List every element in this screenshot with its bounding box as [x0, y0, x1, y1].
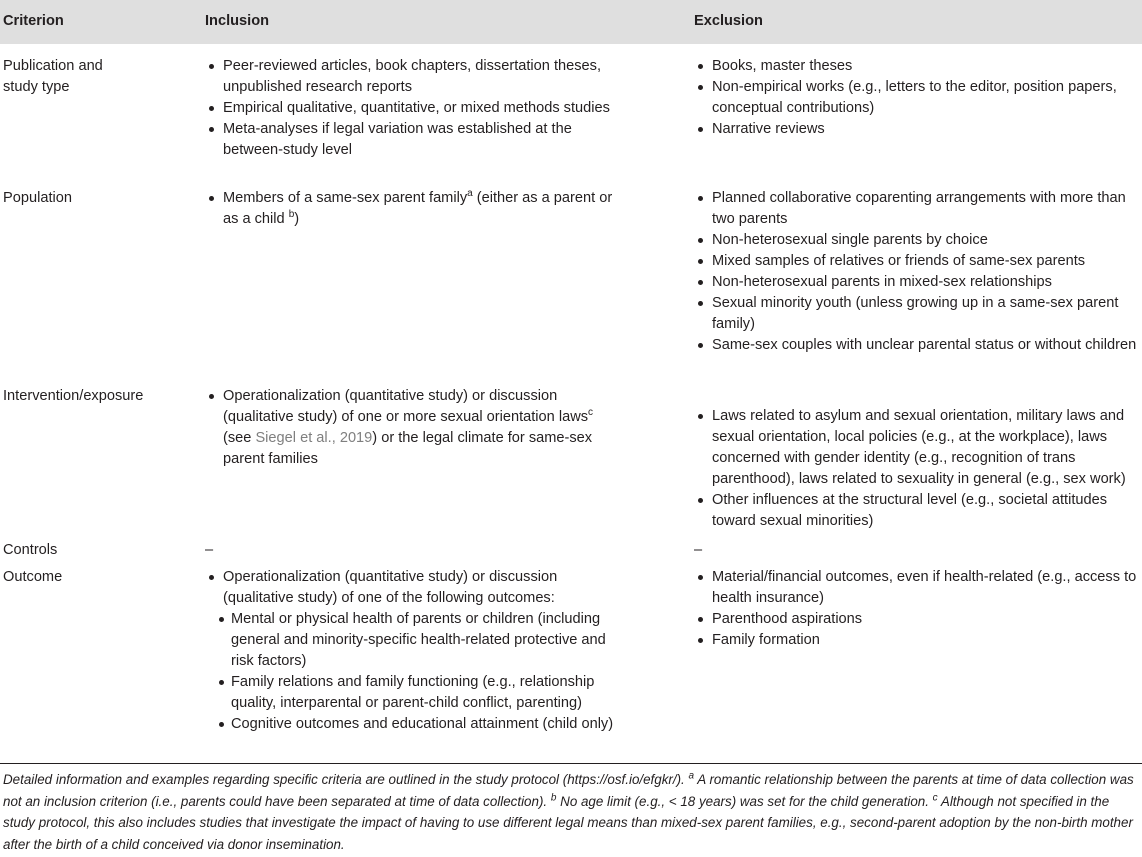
list-item: Material/financial outcomes, even if health-related (e.g., access to health insurance): [694, 567, 1140, 609]
list-item: Empirical qualitative, quantitative, or mixed methods studies: [205, 98, 625, 119]
citation-link[interactable]: Siegel et al., 2019: [255, 430, 373, 446]
table-header: [0, 0, 1142, 44]
text-span: (either as a parent or as a child: [223, 190, 613, 227]
list-item: Mixed samples of relatives or friends of same-sex parents: [694, 251, 1140, 272]
text-span: Operationalization (quantitative study) or discussion (qualitative study) of one or more sexual orientation laws: [223, 388, 589, 425]
header-exclusion: Exclusion: [694, 13, 763, 29]
table-footnote: [3, 769, 1139, 855]
exclusion-publication-list: [694, 56, 1140, 140]
header-criterion: Criterion: [3, 13, 64, 29]
list-item: Meta-analyses if legal variation was established at the between-study level: [205, 119, 625, 161]
criterion-controls: Controls: [3, 542, 58, 558]
text-span: Although not specified in the study protocol, this also includes studies that investigate the impact of having to use different legal means than mixed-sex parent families, e.g., second-parent adoption by the non-birth mother after the birth of a child conceived via donor insemination.: [3, 793, 1133, 852]
exclusion-controls: –: [694, 542, 703, 558]
list-item: Parenthood aspirations: [694, 609, 1140, 630]
list-item: Non-heterosexual parents in mixed-sex relationships: [694, 272, 1140, 293]
list-item: Operationalization (quantitative study) or discussion (qualitative study) of one of the following outcomes:: [205, 567, 625, 609]
footnote-marker-c: c: [588, 407, 594, 419]
list-item: Narrative reviews: [694, 119, 1140, 140]
inclusion-intervention-list: [205, 386, 625, 470]
inclusion-outcome-sublist: [217, 609, 625, 735]
list-item: Same-sex couples with unclear parental status or without children: [694, 335, 1140, 356]
criterion-publication: Publication and study type: [3, 58, 103, 95]
exclusion-population-list: [694, 188, 1140, 356]
inclusion-population-list: [205, 188, 625, 230]
footnote-marker-b: b: [288, 209, 295, 221]
criterion-outcome: Outcome: [3, 569, 63, 585]
table-bottom-rule: [0, 763, 1142, 764]
list-item: Sexual minority youth (unless growing up in a same-sex parent family): [694, 293, 1140, 335]
text-span: ): [294, 211, 300, 227]
list-item: Family relations and family functioning (e.g., relationship quality, interparental or parent-child conflict, parenting): [217, 672, 625, 714]
list-item: Laws related to asylum and sexual orientation, military laws and sexual orientation, local policies (e.g., at the workplace), laws concerned with gender identity (e.g., recognition of trans parenthood), laws related to sexuality in general (e.g., sex work): [694, 406, 1140, 490]
header-inclusion: Inclusion: [205, 13, 270, 29]
list-item: Family formation: [694, 630, 1140, 651]
list-item: Other influences at the structural level (e.g., societal attitudes toward sexual minorities): [694, 490, 1140, 532]
footnote-marker-a: a: [688, 770, 695, 782]
text-span: (see: [223, 430, 256, 446]
list-item: Non-heterosexual single parents by choice: [694, 230, 1140, 251]
criterion-intervention: Intervention/exposure: [3, 388, 144, 404]
list-item: Non-empirical works (e.g., letters to the editor, position papers, conceptual contributions): [694, 77, 1140, 119]
text-span: Members of a same-sex parent family: [223, 190, 468, 206]
list-item: [205, 386, 625, 470]
inclusion-outcome-list: [205, 567, 625, 609]
footnote-marker-c: c: [932, 792, 938, 804]
inclusion-outcome: [205, 567, 625, 735]
text-span: Detailed information and examples regarding specific criteria are outlined in the study protocol (https://osf.io/efgkr/).: [3, 772, 689, 787]
inclusion-controls: –: [205, 542, 214, 558]
text-span: A romantic relationship between the parents at time of data collection was not an inclusion criterion (i.e., parents could have been separated at time of data collection).: [3, 772, 1134, 809]
list-item: Mental or physical health of parents or children (including general and minority-specific health-related protective and risk factors): [217, 609, 625, 672]
text-span: ) or the legal climate for same-sex parent families: [223, 430, 593, 467]
inclusion-publication-list: [205, 56, 625, 161]
list-item: Planned collaborative coparenting arrangements with more than two parents: [694, 188, 1140, 230]
list-item: Peer-reviewed articles, book chapters, dissertation theses, unpublished research reports: [205, 56, 625, 98]
footnote-marker-b: b: [550, 792, 557, 804]
exclusion-intervention-list: [694, 406, 1140, 532]
text-span: No age limit (e.g., < 18 years) was set for the child generation.: [556, 793, 933, 809]
list-item: Cognitive outcomes and educational attainment (child only): [217, 714, 625, 735]
criterion-population: Population: [3, 190, 72, 206]
footnote-marker-a: a: [467, 188, 473, 200]
list-item: Books, master theses: [694, 56, 1140, 77]
exclusion-outcome-list: [694, 567, 1140, 651]
list-item: [205, 188, 625, 230]
